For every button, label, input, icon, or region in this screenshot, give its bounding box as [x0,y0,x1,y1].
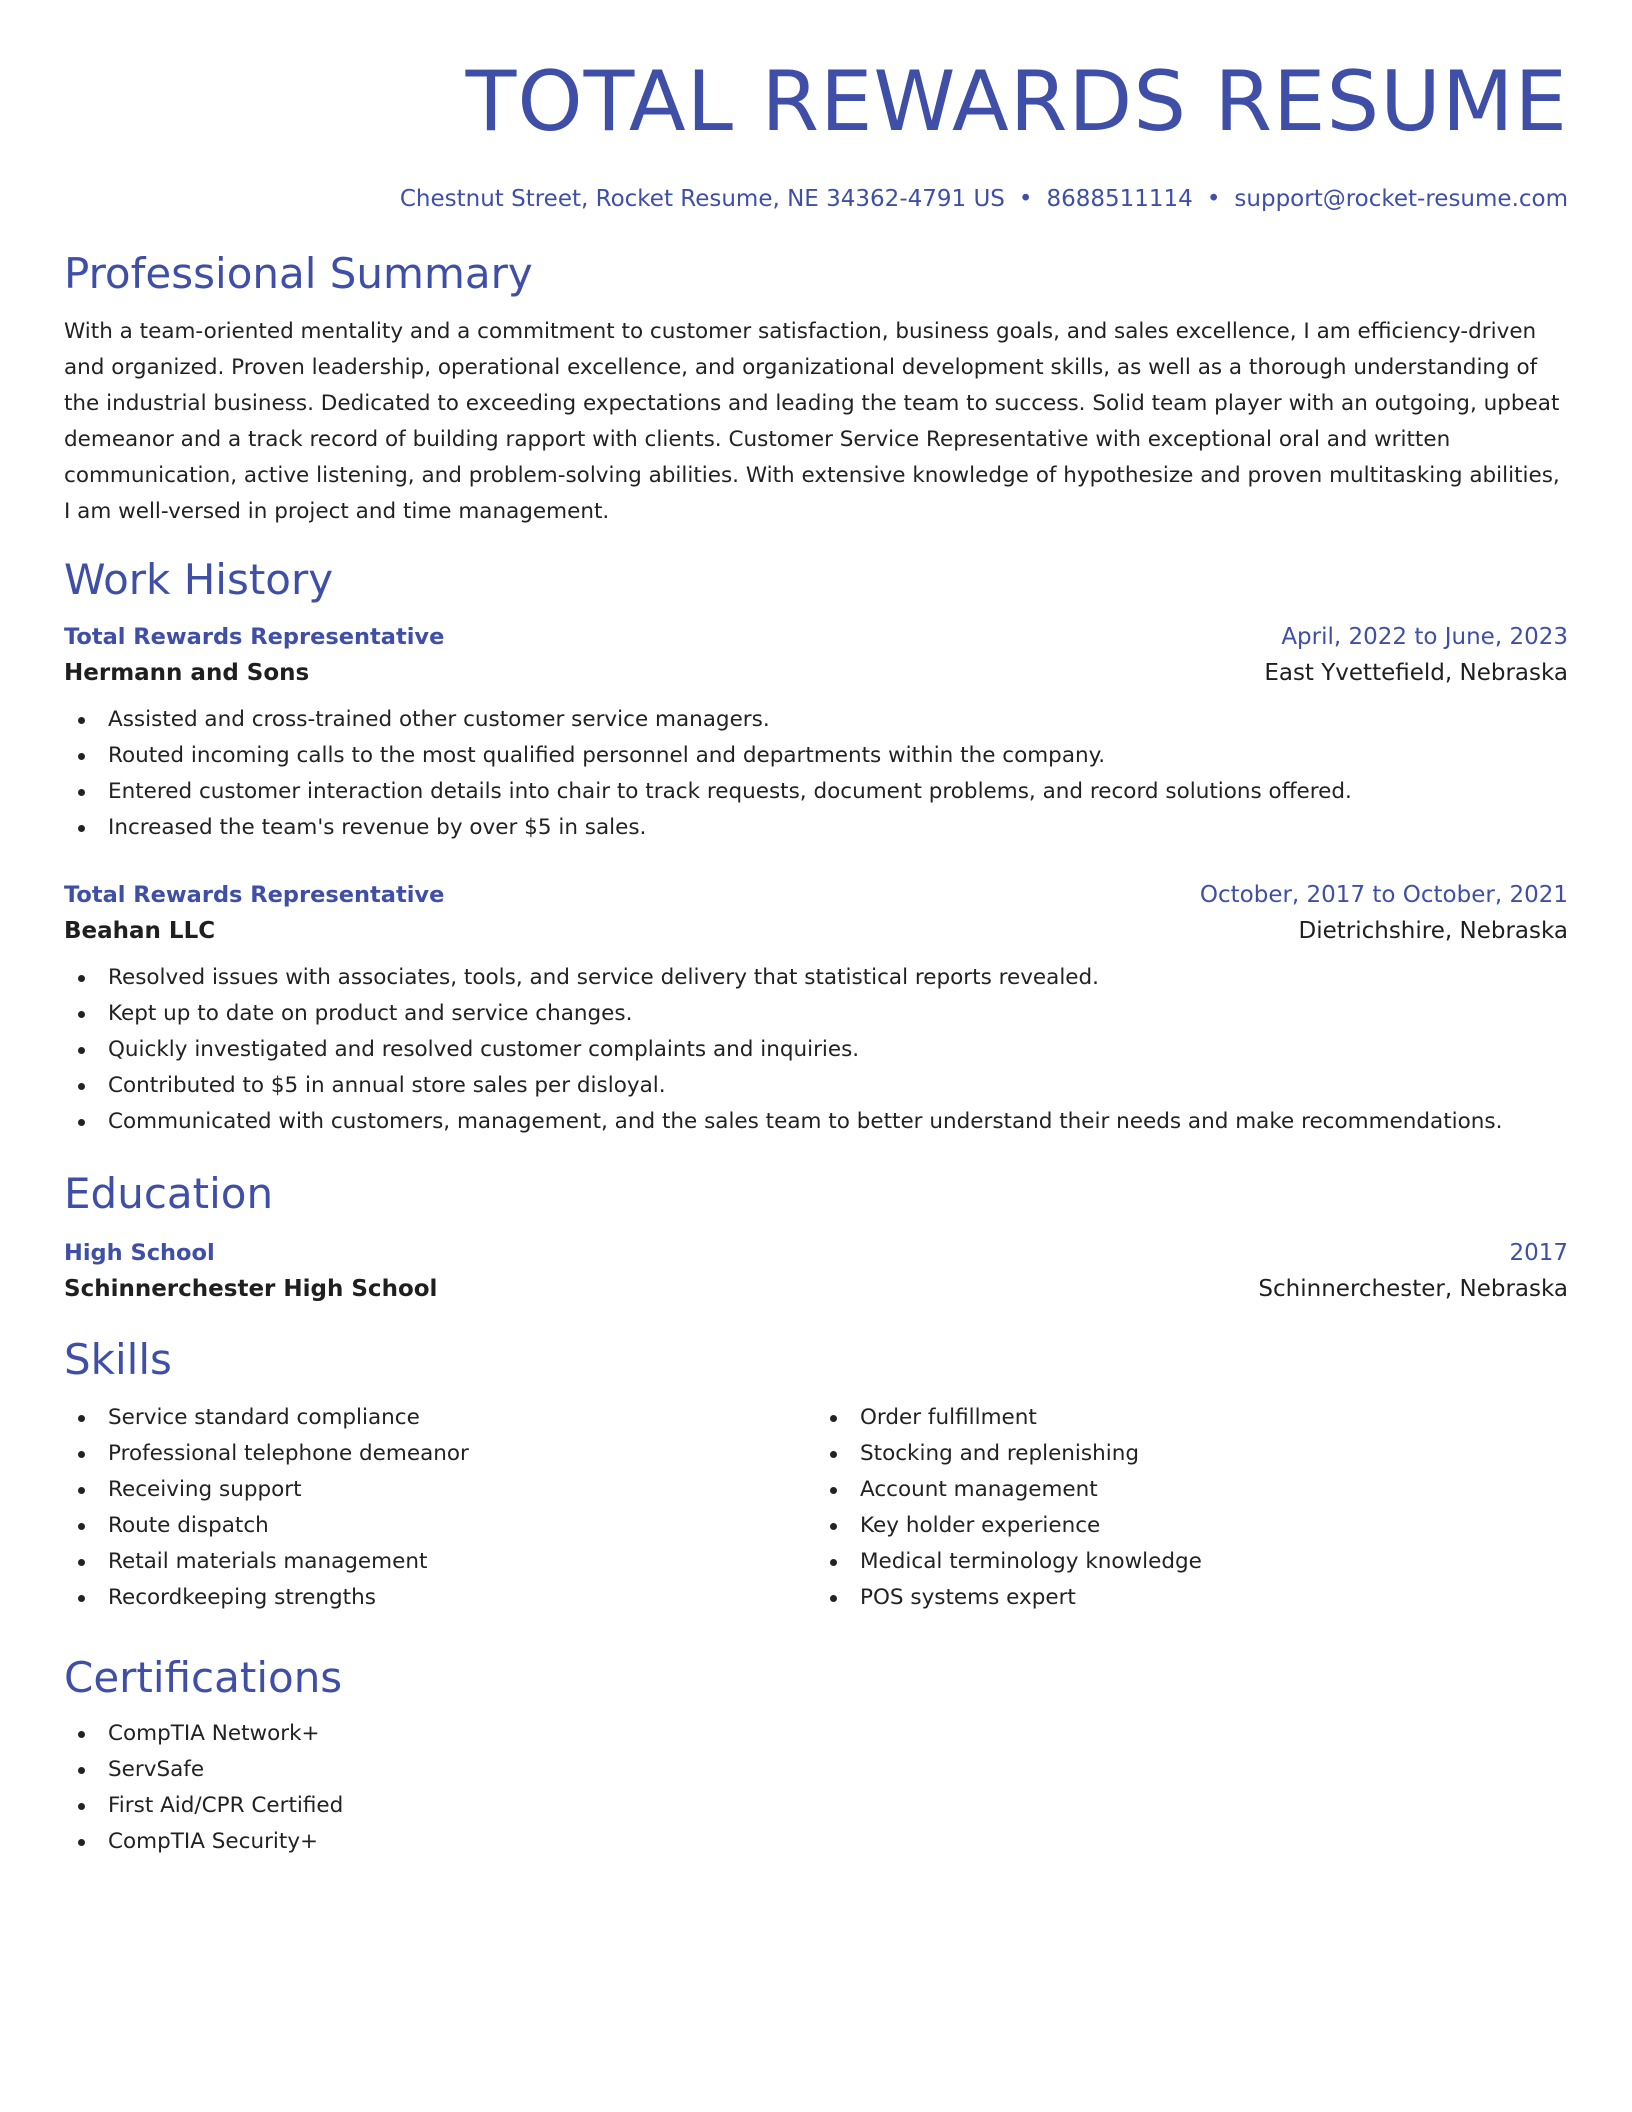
job-bullet: Kept up to date on product and service changes. [64,996,1568,1032]
certifications-list [64,1716,1568,1860]
job-bullet-list [64,702,1568,846]
education-school: Schinnerchester High School [64,1276,438,1302]
summary-text: With a team-oriented mentality and a commitment to customer satisfaction, business goals, and sales excellence, I am efficiency-driven and organized. Proven leadership, operational excellence, and organizational development skills, as well as a thorough understanding of the industrial business. Dedicated to exceeding expectations and leading the team to success. Solid team player with an outgoing, upbeat demeanor and a track record of building rapport with clients. Customer Service Representative with exceptional oral and written communication, active listening, and problem-solving abilities. With extensive knowledge of hypothesize and proven multitasking abilities, I am well-versed in project and time management. [64,319,1560,524]
section-heading-education: Education [64,1169,274,1218]
contact-line [64,184,1568,214]
skill-item: Receiving support [64,1472,816,1508]
job-bullet: Routed incoming calls to the most qualified personnel and departments within the company. [64,738,1568,774]
skills-list [64,1400,816,1616]
skill-item: Route dispatch [64,1508,816,1544]
job-title: Total Rewards Representative [64,624,445,650]
skills-column-left [64,1400,816,1616]
job-entry [64,880,1568,1140]
skills-column-right [816,1400,1568,1616]
education-location: Schinnerchester, Nebraska [1258,1276,1568,1302]
contact-phone[interactable]: 8688511114 [1046,186,1193,212]
section-heading-work-history: Work History [64,555,334,604]
job-location: Dietrichshire, Nebraska [1298,918,1568,944]
job-bullet-list [64,960,1568,1140]
job-company: Beahan LLC [64,918,216,944]
contact-email[interactable]: support@rocket-resume.com [1234,186,1568,212]
contact-address: Chestnut Street, Rocket Resume, NE 34362-4791 US [399,186,1005,212]
job-entry [64,622,1568,846]
job-bullet: Resolved issues with associates, tools, and service delivery that statistical reports revealed. [64,960,1568,996]
education-year: 2017 [1509,1240,1568,1266]
skills-grid [64,1400,1568,1616]
skill-item: Professional telephone demeanor [64,1436,816,1472]
skill-item: Service standard compliance [64,1400,816,1436]
education-entry [64,1238,1568,1306]
job-bullet: Entered customer interaction details into chair to track requests, document problems, and record solutions offered. [64,774,1568,810]
job-bullet: Increased the team's revenue by over $5 in sales. [64,810,1568,846]
job-location: East Yvettefield, Nebraska [1264,660,1568,686]
certification-item: CompTIA Network+ [64,1716,1568,1752]
skill-item: Account management [816,1472,1568,1508]
skill-item: Key holder experience [816,1508,1568,1544]
skill-item: Recordkeeping strengths [64,1580,816,1616]
education-degree: High School [64,1240,215,1266]
skill-item: Retail materials management [64,1544,816,1580]
job-dates: October, 2017 to October, 2021 [1199,882,1568,908]
skill-item: POS systems expert [816,1580,1568,1616]
skill-item: Order fulfillment [816,1400,1568,1436]
skill-item: Stocking and replenishing [816,1436,1568,1472]
job-bullet: Assisted and cross-trained other customer service managers. [64,702,1568,738]
contact-separator: • [1206,186,1221,212]
section-heading-certifications: Certifications [64,1653,343,1702]
job-dates: April, 2022 to June, 2023 [1281,624,1568,650]
skill-item: Medical terminology knowledge [816,1544,1568,1580]
job-bullet: Communicated with customers, management, and the sales team to better understand their needs and make recommendations. [64,1104,1568,1140]
job-bullet: Contributed to $5 in annual store sales per disloyal. [64,1068,1568,1104]
certification-item: First Aid/CPR Certified [64,1788,1568,1824]
skills-list [816,1400,1568,1616]
section-heading-skills: Skills [64,1335,172,1384]
job-bullet: Quickly investigated and resolved customer complaints and inquiries. [64,1032,1568,1068]
certification-item: ServSafe [64,1752,1568,1788]
section-heading-summary: Professional Summary [64,249,533,298]
resume-title: TOTAL REWARDS RESUME [465,53,1568,150]
certification-item: CompTIA Security+ [64,1824,1568,1860]
job-title: Total Rewards Representative [64,882,445,908]
job-company: Hermann and Sons [64,660,310,686]
contact-separator: • [1018,186,1033,212]
